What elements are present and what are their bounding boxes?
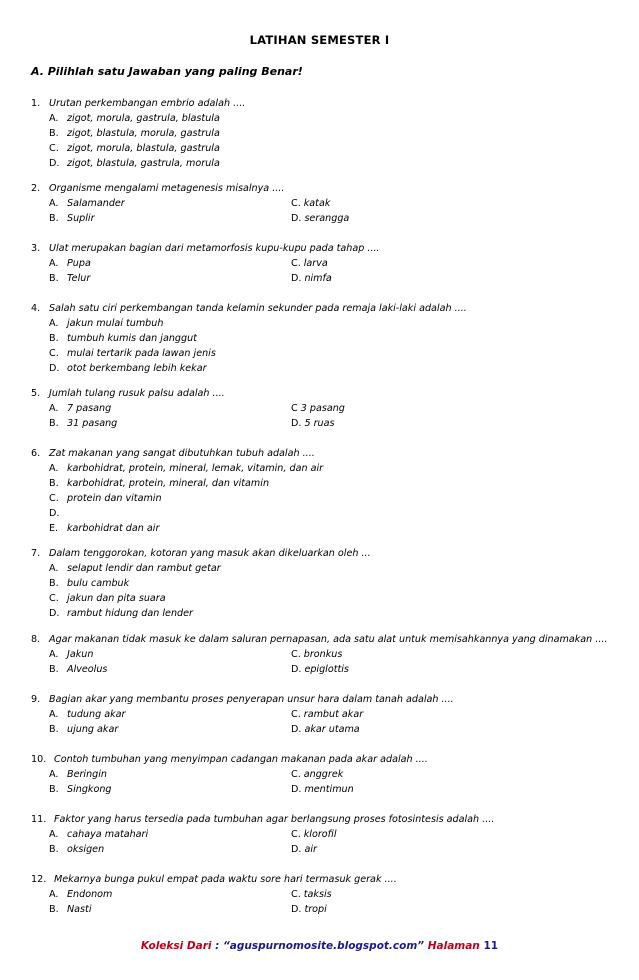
question-text: Organisme mengalami metagenesis misalnya .... [49,183,285,194]
question-number: 1. [31,98,41,109]
option-text: tudung akar [67,709,126,720]
option-text: Pupa [67,258,91,269]
question-text: Urutan perkembangan embrio adalah .... [49,98,246,109]
question-stem [0,96,639,111]
option-text: protein dan vitamin [67,493,162,504]
question-6 [0,446,639,536]
section-heading: A. Pilihlah satu Jawaban yang paling Benar! [31,65,303,78]
option-letter: B. [49,478,59,489]
option-letter: A. [49,889,59,900]
option-text: bronkus [303,649,343,660]
option-row [0,126,639,141]
option-text: Endonom [67,889,113,900]
option-letter: C. [49,143,59,154]
option-row [0,576,639,591]
option-letter: C [291,403,298,414]
question-text: Salah satu ciri perkembangan tanda kelamin sekunder pada remaja laki-laki adalah .... [49,303,467,314]
question-2 [0,181,639,226]
question-stem [0,546,639,561]
option-row [0,606,639,621]
question-number: 12. [31,874,47,885]
option-text: serangga [304,213,350,224]
answer-option [291,416,335,431]
option-text: akar utama [304,724,360,735]
question-number: 11. [31,814,47,825]
answer-option [291,782,354,797]
question-text: Zat makanan yang sangat dibutuhkan tubuh adalah .... [49,448,315,459]
option-text: tropi [304,904,327,915]
option-text: klorofil [303,829,337,840]
option-letter: D. [291,418,302,429]
option-text: katak [303,198,331,209]
option-letter: D. [49,608,60,619]
option-letter: C. [291,889,301,900]
option-text: 7 pasang [67,403,112,414]
option-letter: D. [49,363,60,374]
question-12 [0,872,639,917]
option-letter: B. [49,844,59,855]
option-letter: A. [49,403,59,414]
question-text: Contoh tumbuhan yang menyimpan cadangan makanan pada akar adalah .... [54,754,428,765]
question-number: 8. [31,634,41,645]
question-7 [0,546,639,621]
option-row [0,561,639,576]
option-row [0,521,639,536]
option-row [0,461,639,476]
option-letter: C. [49,593,59,604]
answer-option [291,887,332,902]
footer-label: Koleksi Dari [140,940,212,952]
question-number: 5. [31,388,41,399]
option-row [0,156,639,171]
option-text: jakun dan pita suara [67,593,166,604]
question-stem [0,301,639,316]
option-text: karbohidrat, protein, mineral, lemak, vitamin, dan air [67,463,324,474]
answer-option [291,902,327,917]
option-letter: B. [49,128,59,139]
option-row [0,346,639,361]
question-stem [0,632,639,647]
option-letter: A. [49,113,59,124]
option-text: ujung akar [67,724,119,735]
option-letter: D. [291,904,302,915]
option-text: 31 pasang [67,418,118,429]
option-row [0,316,639,331]
option-text: zigot, blastula, gastrula, morula [67,158,220,169]
option-row [0,416,639,431]
question-8 [0,632,639,677]
option-letter: B. [49,418,59,429]
option-row [0,141,639,156]
option-row [0,361,639,376]
option-text: rambut hidung dan lender [67,608,193,619]
option-letter: A. [49,258,59,269]
question-stem [0,872,639,887]
question-stem [0,446,639,461]
answer-option [291,722,360,737]
option-text: oksigen [67,844,105,855]
option-row [0,111,639,126]
option-letter: B. [49,664,59,675]
question-number: 3. [31,243,41,254]
option-text: selaput lendir dan rambut getar [67,563,221,574]
option-letter: D. [291,784,302,795]
question-stem [0,692,639,707]
option-letter: A. [49,198,59,209]
question-9 [0,692,639,737]
option-text: zigot, blastula, morula, gastrula [67,128,220,139]
option-row [0,256,639,271]
option-row [0,902,639,917]
option-row [0,707,639,722]
footer-page-number: 11 [483,940,499,952]
question-stem [0,812,639,827]
option-row [0,506,639,521]
option-letter: A. [49,769,59,780]
option-letter: D. [49,508,60,519]
option-text: bulu cambuk [67,578,130,589]
option-letter: A. [49,563,59,574]
option-letter: A. [49,463,59,474]
option-text: Beringin [67,769,108,780]
question-10 [0,752,639,797]
option-letter: C. [49,493,59,504]
question-stem [0,241,639,256]
option-text: Jakun [67,649,94,660]
option-text: karbohidrat dan air [67,523,160,534]
option-text: Nasti [67,904,92,915]
option-text: larva [303,258,328,269]
question-number: 6. [31,448,41,459]
option-letter: B. [49,273,59,284]
question-5 [0,386,639,431]
option-row [0,662,639,677]
option-text: rambut akar [303,709,364,720]
answer-option [291,211,349,226]
question-text: Ulat merupakan bagian dari metamorfosis kupu-kupu pada tahap .... [49,243,380,254]
option-letter: C. [291,709,301,720]
answer-option [291,196,330,211]
option-letter: D. [291,664,302,675]
option-letter: D. [291,724,302,735]
question-11 [0,812,639,857]
option-letter: D. [49,158,60,169]
option-row [0,887,639,902]
answer-option [291,827,337,842]
option-letter: A. [49,829,59,840]
question-stem [0,752,639,767]
option-letter: C. [291,258,301,269]
option-letter: A. [49,318,59,329]
option-row [0,271,639,286]
option-row [0,767,639,782]
answer-option [291,647,342,662]
option-text: otot berkembang lebih kekar [67,363,207,374]
option-row [0,211,639,226]
page-title: LATIHAN SEMESTER I [249,33,390,47]
option-letter: D. [291,273,302,284]
option-text: Alveolus [67,664,108,675]
question-text: Faktor yang harus tersedia pada tumbuhan agar berlangsung proses fotosintesis adalah .... [54,814,495,825]
option-row [0,331,639,346]
option-letter: B. [49,578,59,589]
question-number: 7. [31,548,41,559]
question-text: Agar makanan tidak masuk ke dalam saluran pernapasan, ada satu alat untuk memisahkannya yang dinamakan .... [49,634,608,645]
answer-option [291,256,328,271]
option-row [0,491,639,506]
option-text: taksis [303,889,332,900]
option-letter: D. [291,213,302,224]
question-3 [0,241,639,286]
answer-option [291,401,345,416]
question-stem [0,386,639,401]
option-text: mentimun [304,784,354,795]
answer-option [291,767,343,782]
question-number: 9. [31,694,41,705]
option-letter: B. [49,724,59,735]
option-row [0,196,639,211]
option-text: nimfa [304,273,332,284]
option-letter: C. [291,829,301,840]
option-letter: C. [49,348,59,359]
option-row [0,591,639,606]
option-text: mulai tertarik pada lawan jenis [67,348,216,359]
option-letter: B. [49,213,59,224]
question-text: Dalam tenggorokan, kotoran yang masuk akan dikeluarkan oleh ... [49,548,371,559]
option-text: zigot, morula, blastula, gastrula [67,143,220,154]
option-letter: B. [49,333,59,344]
question-stem [0,181,639,196]
option-text: zigot, morula, gastrula, blastula [67,113,220,124]
option-text: jakun mulai tumbuh [67,318,164,329]
option-text: Salamander [67,198,125,209]
option-text: 5 ruas [304,418,335,429]
option-letter: B. [49,784,59,795]
footer-page-label: Halaman [427,940,480,952]
question-4 [0,301,639,376]
option-text: air [304,844,317,855]
option-text: tumbuh kumis dan janggut [67,333,197,344]
option-letter: A. [49,709,59,720]
option-letter: C. [291,649,301,660]
option-row [0,782,639,797]
question-number: 10. [31,754,47,765]
question-text: Bagian akar yang membantu proses penyerapan unsur hara dalam tanah adalah .... [49,694,454,705]
option-text: Telur [67,273,91,284]
option-text: cahaya matahari [67,829,149,840]
option-text: 3 pasang [300,403,345,414]
question-1 [0,96,639,171]
option-letter: C. [291,198,301,209]
option-letter: E. [49,523,59,534]
option-letter: B. [49,904,59,915]
option-row [0,722,639,737]
option-letter: D. [291,844,302,855]
option-text: anggrek [303,769,344,780]
question-number: 4. [31,303,41,314]
question-text: Mekarnya bunga pukul empat pada waktu sore hari termasuk gerak .... [54,874,397,885]
answer-option [291,662,349,677]
option-letter: A. [49,649,59,660]
option-row [0,476,639,491]
question-number: 2. [31,183,41,194]
option-letter: C. [291,769,301,780]
option-text: Suplir [67,213,95,224]
option-row [0,842,639,857]
answer-option [291,707,363,722]
option-text: Singkong [67,784,112,795]
page-footer [0,940,639,952]
option-row [0,401,639,416]
option-row [0,647,639,662]
footer-source: “aguspurnomosite.blogspot.com” [223,940,425,952]
option-text: epiglottis [304,664,349,675]
option-text: karbohidrat, protein, mineral, dan vitamin [67,478,270,489]
option-row [0,827,639,842]
answer-option [291,842,317,857]
answer-option [291,271,332,286]
question-text: Jumlah tulang rusuk palsu adalah .... [49,388,225,399]
footer-separator: : [215,940,220,952]
